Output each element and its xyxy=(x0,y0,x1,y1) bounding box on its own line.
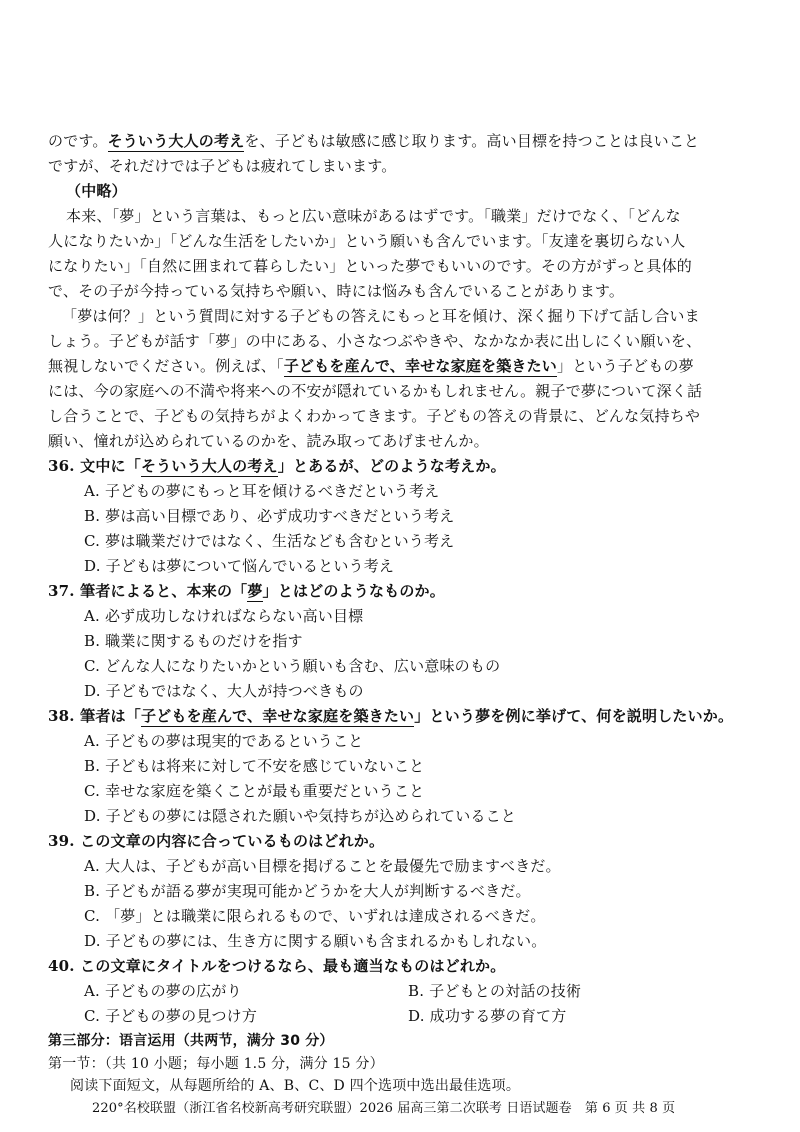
passage-line: 人になりたいか」「どんな生活をしたいか」という願いも含んでいます。「友達を裏切らない人 xyxy=(48,232,686,250)
underlined-phrase: そういう大人の考え xyxy=(107,132,245,150)
question-37-option-b: B. 職業に関するものだけを指す xyxy=(84,632,303,650)
section-instruction: 阅读下面短文，从每题所给的 A、B、C、D 四个选项中选出最佳选项。 xyxy=(70,1078,521,1094)
passage-line: には、今の家庭への不満や将来への不安が隠れているかもしれません。親子で夢について深く話 xyxy=(48,382,703,400)
underlined-phrase: 子どもを産んで、幸せな家庭を築きたい xyxy=(283,357,558,375)
question-36-option-b: B. 夢は高い目標であり、必ず成功すべきだという考え xyxy=(84,507,455,525)
question-38-option-b: B. 子どもは将来に対して不安を感じていないこと xyxy=(84,757,425,775)
question-40-option-d: D. 成功する夢の育て方 xyxy=(408,1007,567,1025)
passage-line: 願い、憧れが込められているのかを、読み取ってあげませんか。 xyxy=(48,432,489,450)
question-39-option-b: B. 子どもが語る夢が実現可能かどうかを大人が判断するべきだ。 xyxy=(84,882,531,900)
question-39-option-c: C. 「夢」とは職業に限られるもので、いずれは達成されるべきだ。 xyxy=(84,907,546,925)
passage-line: しょう。子どもが話す「夢」の中にある、小さなつぶやきや、なかなか表に出しにくい願いを、 xyxy=(48,332,702,350)
question-40-option-a: A. 子どもの夢の広がり xyxy=(84,982,242,1000)
question-39-stem: 39. この文章の内容に合っているものはどれか。 xyxy=(48,832,385,850)
passage-line: 本来、「夢」という言葉は、もっと広い意味があるはずです。「職業」だけでなく、「どんな xyxy=(66,207,681,225)
subsection-title: 第一节：（共 10 小题；每小题 1.5 分，满分 15 分） xyxy=(48,1056,384,1072)
page-footer: 220°名校联盟（浙江省名校新高考研究联盟）2026 届高三第二次联考 日语试题卷 第 6 页 共 8 页 xyxy=(92,1101,676,1116)
passage-line: で、その子が今持っている気持ちや願い、時には悩みも含んでいることがあります。 xyxy=(48,282,625,300)
question-38-option-d: D. 子どもの夢には隠された願いや気持ちが込められていること xyxy=(84,807,517,825)
question-37-option-c: C. どんな人になりたいかという願いも含む、広い意味のもの xyxy=(84,657,501,675)
passage-line: ですが、それだけでは子どもは疲れてしまいます。 xyxy=(48,157,397,175)
question-40-stem: 40. この文章にタイトルをつけるなら、最も適当なものはどれか。 xyxy=(48,957,506,975)
passage-line: 「夢は何？」という質問に対する子どもの答えにもっと耳を傾け、深く掘り下げて話し合いま xyxy=(62,307,700,325)
question-37-option-d: D. 子どもではなく、大人が持つべきもの xyxy=(84,682,364,700)
question-36-option-a: A. 子どもの夢にもっと耳を傾けるべきだという考え xyxy=(84,482,440,500)
question-36-stem: 36. 文中に「そういう大人の考え」とあるが、どのような考えか。 xyxy=(48,457,506,475)
question-36-option-c: C. 夢は職業だけではなく、生活なども含むという考え xyxy=(84,532,455,550)
question-38-option-c: C. 幸せな家庭を築くことが最も重要だということ xyxy=(84,782,425,800)
question-39-option-a: A. 大人は、子どもが高い目標を掲げることを最優先で励ますべきだ。 xyxy=(84,857,561,875)
passage-line: 無視しないでください。例えば、「子どもを産んで、幸せな家庭を築きたい」という子どもの夢 xyxy=(48,357,694,375)
question-40-option-c: C. 子どもの夢の見つけ方 xyxy=(84,1007,258,1025)
passage-line: し合うことで、子どもの気持ちがよくわかってきます。子どもの答えの背景に、どんな気持ちや xyxy=(48,407,701,425)
question-38-stem: 38. 筆者は「子どもを産んで、幸せな家庭を築きたい」という夢を例に挙げて、何を説明したいか。 xyxy=(48,707,734,725)
question-36-option-d: D. 子どもは夢について悩んでいるという考え xyxy=(84,557,395,575)
question-39-option-d: D. 子どもの夢には、生き方に関する願いも含まれるかもしれない。 xyxy=(84,932,547,950)
question-37-stem: 37. 筆者によると、本来の「夢」とはどのようなものか。 xyxy=(48,582,445,600)
question-37-option-a: A. 必ず成功しなければならない高い目標 xyxy=(84,607,364,625)
passage-line: のです。そういう大人の考えを、子どもは敏感に感じ取ります。高い目標を持つことは良いこと xyxy=(48,132,700,150)
omitted-marker: （中略） xyxy=(66,182,127,200)
section-title: 第三部分：语言运用（共两节，满分 30 分） xyxy=(48,1033,334,1049)
question-38-option-a: A. 子どもの夢は現実的であるということ xyxy=(84,732,364,750)
question-40-option-b: B. 子どもとの対話の技術 xyxy=(408,982,582,1000)
passage-line: になりたい」「自然に囲まれて暮らしたい」といった夢でもいいのです。その方がずっと具体的 xyxy=(48,257,693,275)
